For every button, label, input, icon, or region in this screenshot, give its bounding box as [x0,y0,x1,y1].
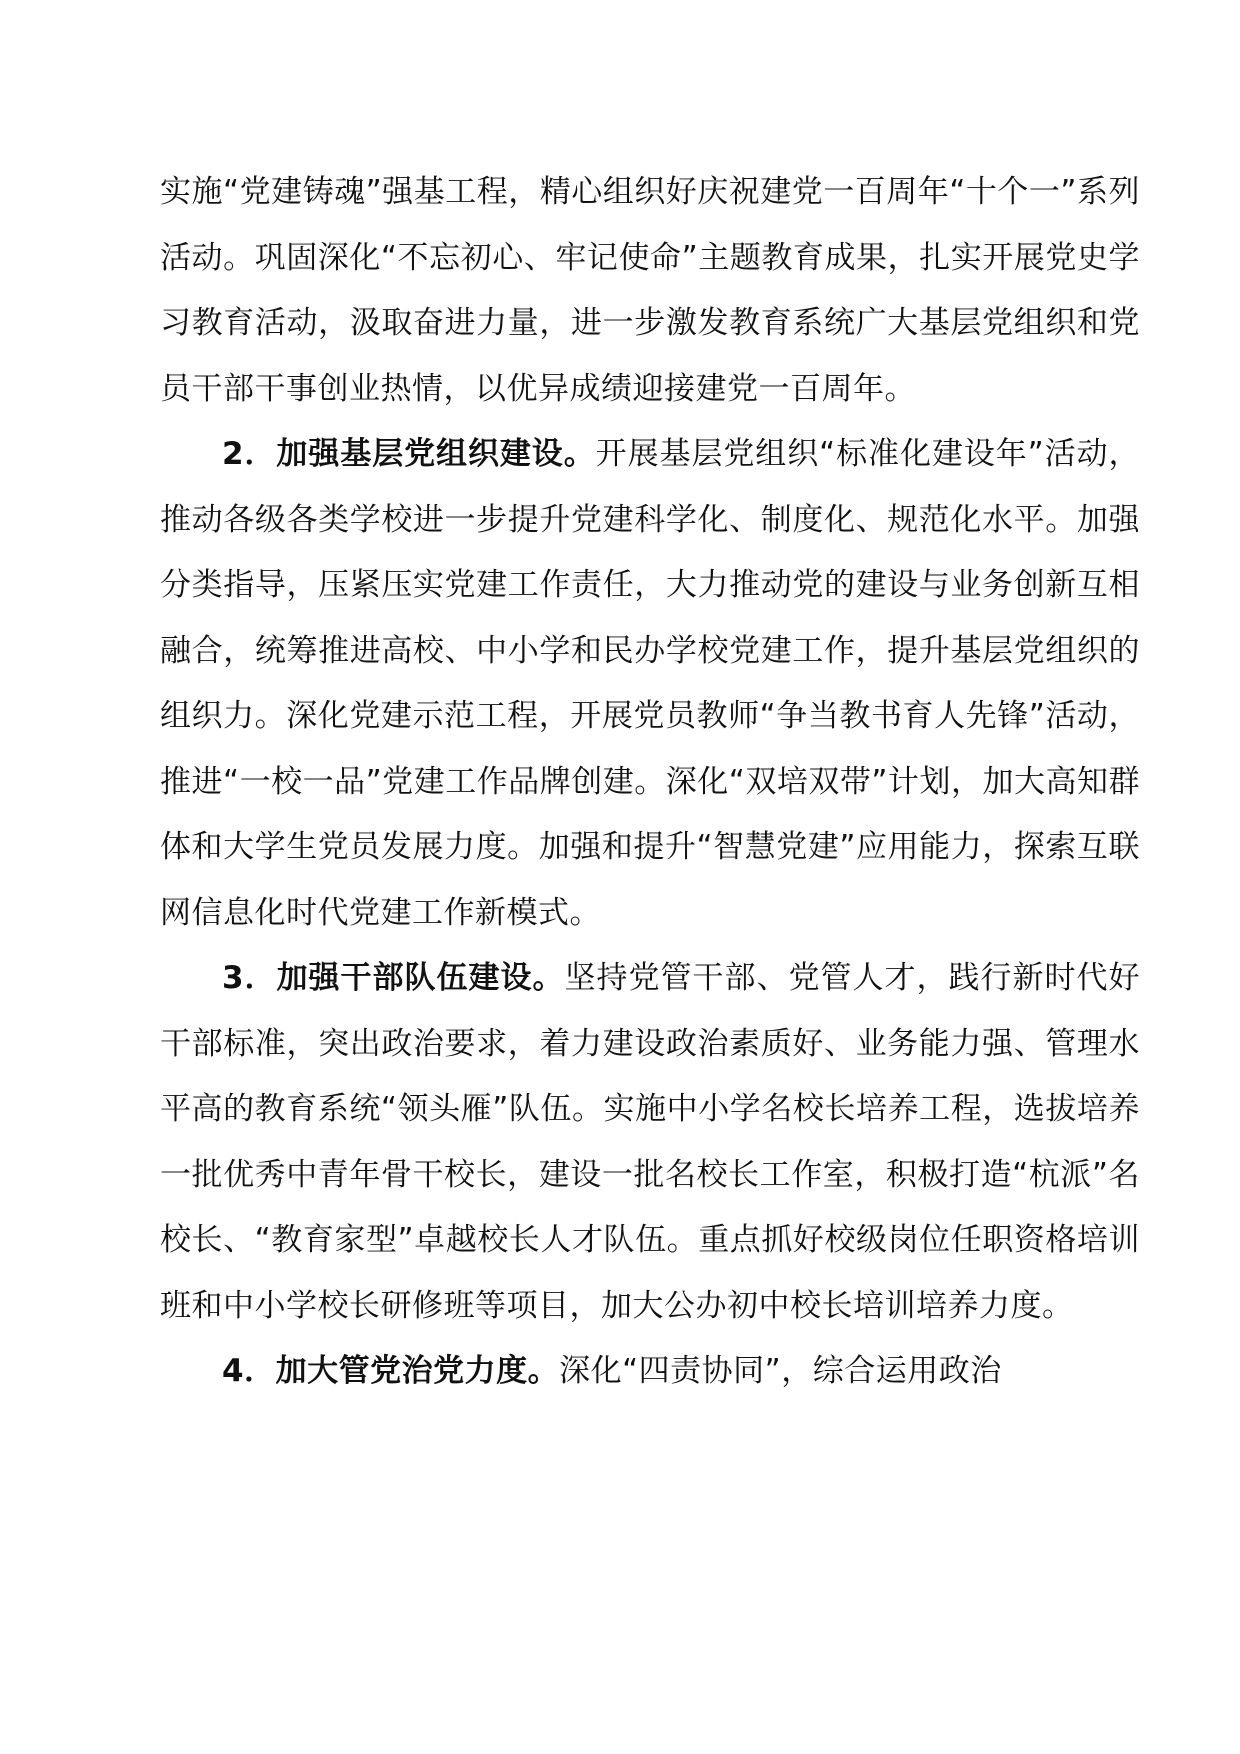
paragraph-continuation [160,160,1140,422]
paragraph-heading: 3．加强干部队伍建设。 [222,960,565,996]
paragraph-heading: 4．加大管党治党力度。 [222,1353,560,1389]
paragraph-body: 深化“四责协同”，综合运用政治 [559,1353,1002,1389]
paragraph-body: 开展基层党组织“标准化建设年”活动，推动各级各类学校进一步提升党建科学化、制度化、规范化水平。加强分类指导，压紧压实党建工作责任，大力推动党的建设与业务创新互相融合，统筹推进高校、中小学和民办学校党建工作，提升基层党组织的组织力。深化党建示范工程，开展党员教师“争当教书育人先锋”活动，推进“一校一品”党建工作品牌创建。深化“双培双带”计划，加大高知群体和大学生党员发展力度。加强和提升“智慧党建”应用能力，探索互联网信息化时代党建工作新模式。 [160,436,1140,931]
paragraph-item-2 [160,422,1140,946]
paragraph-body: 坚持党管干部、党管人才，践行新时代好干部标准，突出政治要求，着力建设政治素质好、业务能力强、管理水平高的教育系统“领头雁”队伍。实施中小学名校长培养工程，选拔培养一批优秀中青年骨干校长，建设一批名校长工作室，积极打造“杭派”名校长、“教育家型”卓越校长人才队伍。重点抓好校级岗位任职资格培训班和中小学校长研修班等项目，加大公办初中校长培训培养力度。 [160,960,1140,1324]
paragraph-item-3 [160,946,1140,1339]
paragraph-heading: 2．加强基层党组织建设。 [222,436,596,472]
document-page [160,160,1140,1405]
paragraph-item-4 [160,1339,1140,1405]
paragraph-body: 实施“党建铸魂”强基工程，精心组织好庆祝建党一百周年“十个一”系列活动。巩固深化“不忘初心、牢记使命”主题教育成果，扎实开展党史学习教育活动，汲取奋进力量，进一步激发教育系统广大基层党组织和党员干部干事创业热情，以优异成绩迎接建党一百周年。 [160,174,1140,407]
